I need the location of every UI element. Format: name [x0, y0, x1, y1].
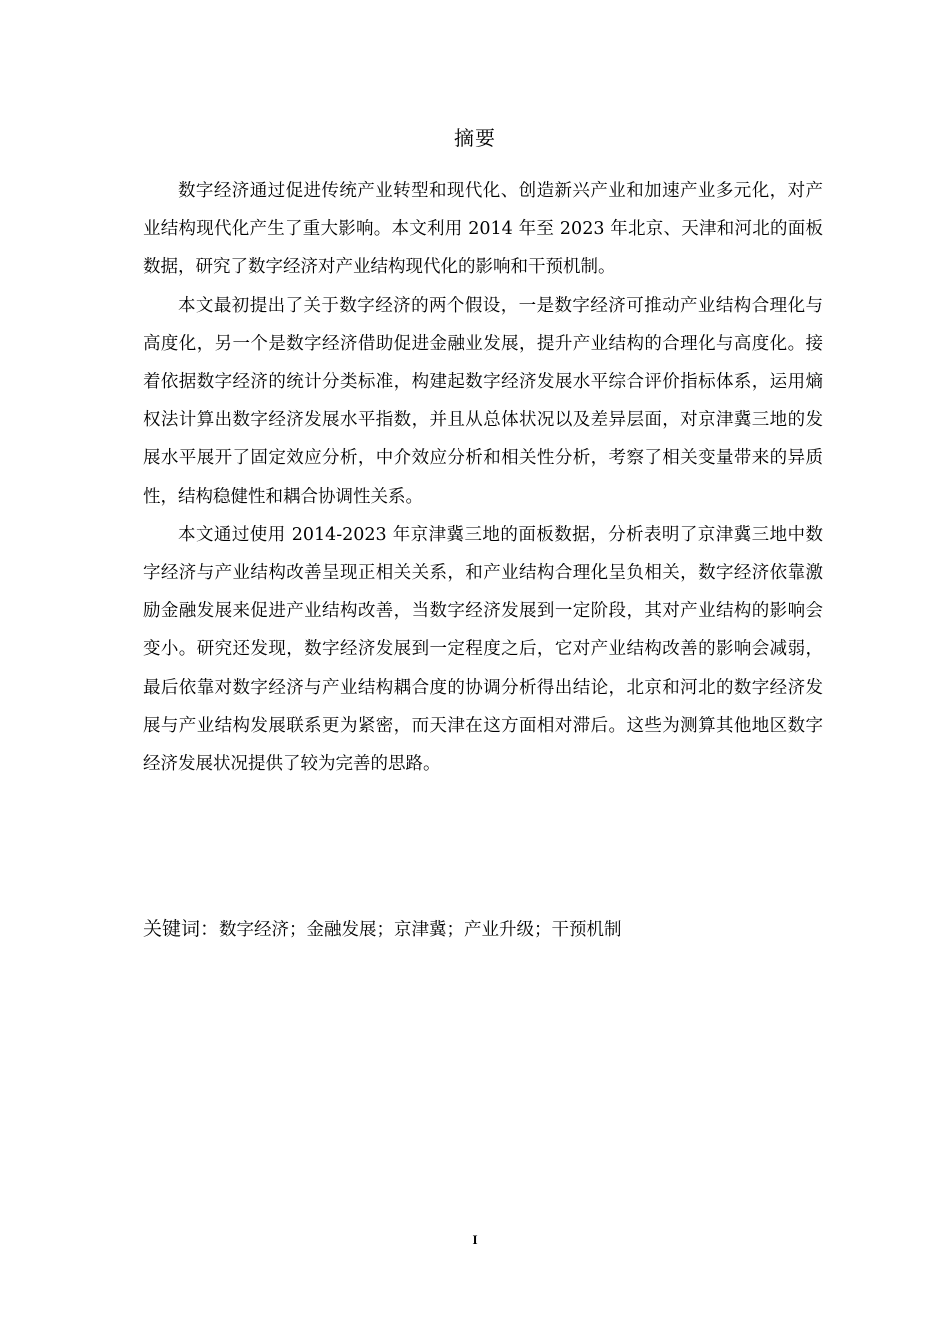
- keywords-label: 关键词：: [143, 918, 220, 940]
- keywords-text: 数字经济；金融发展；京津冀；产业升级；干预机制: [219, 920, 622, 940]
- abstract-title: 摘要: [454, 126, 496, 150]
- abstract-body: [143, 172, 823, 783]
- abstract-paragraph-1: 数字经济通过促进传统产业转型和现代化、创造新兴产业和加速产业多元化，对产业结构现代化产生了重大影响。本文利用 2014 年至 2023 年北京、天津和河北的面板数据，研究了数字经济对产业结构现代化的影响和干预机制。: [143, 181, 823, 278]
- page-number: I: [472, 1232, 478, 1247]
- abstract-paragraph-2: 本文最初提出了关于数字经济的两个假设，一是数字经济可推动产业结构合理化与高度化，另一个是数字经济借助促进金融业发展，提升产业结构的合理化与高度化。接着依据数字经济的统计分类标准，构建起数字经济发展水平综合评价指标体系，运用熵权法计算出数字经济发展水平指数，并且从总体状况以及差异层面，对京津冀三地的发展水平展开了固定效应分析，中介效应分析和相关性分析，考察了相关变量带来的异质性，结构稳健性和耦合协调性关系。: [143, 295, 823, 507]
- keywords-line: [143, 914, 823, 945]
- abstract-paragraph-3: 本文通过使用 2014-2023 年京津冀三地的面板数据，分析表明了京津冀三地中数字经济与产业结构改善呈现正相关关系，和产业结构合理化呈负相关，数字经济依靠激励金融发展来促进产业结构改善，当数字经济发展到一定阶段，其对产业结构的影响会变小。研究还发现，数字经济发展到一定程度之后，它对产业结构改善的影响会减弱，最后依靠对数字经济与产业结构耦合度的协调分析得出结论，北京和河北的数字经济发展与产业结构发展联系更为紧密，而天津在这方面相对滞后。这些为测算其他地区数字经济发展状况提供了较为完善的思路。: [143, 524, 823, 775]
